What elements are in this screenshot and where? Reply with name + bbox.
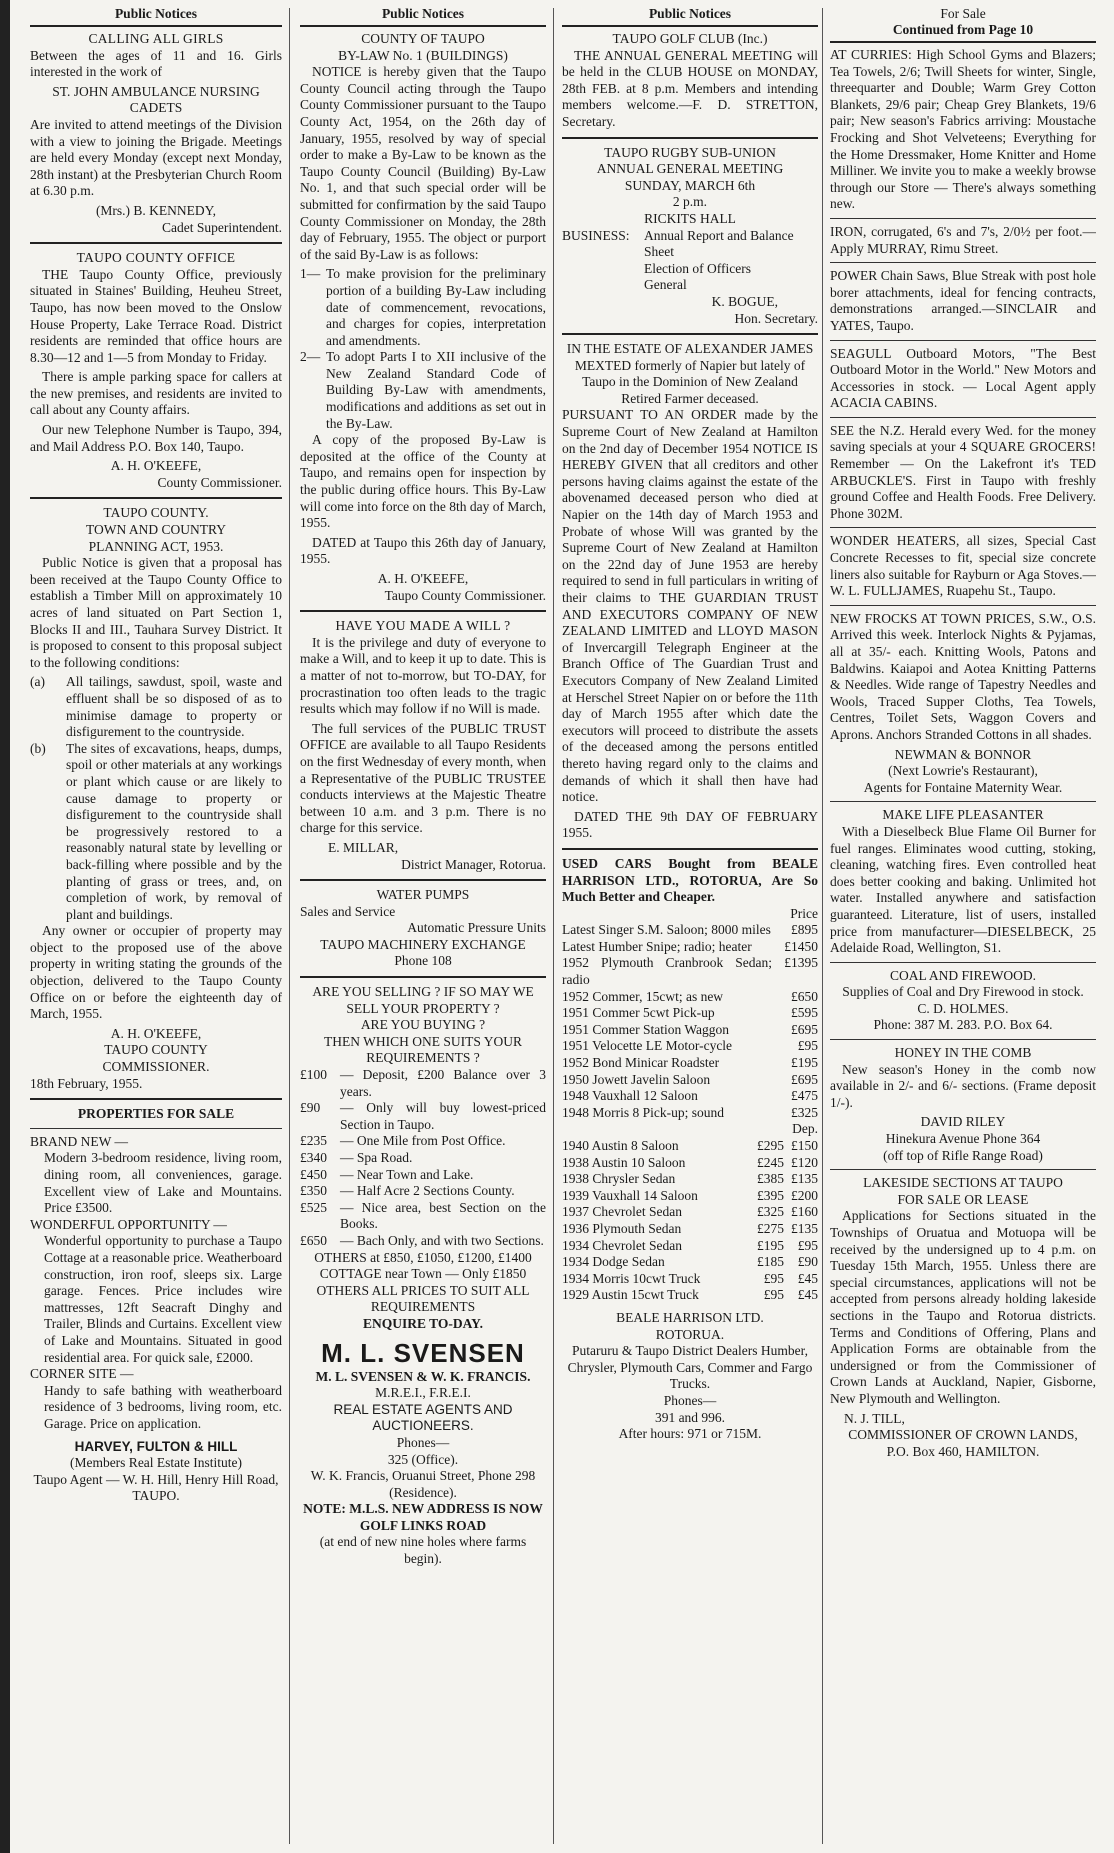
ad-title: FOR SALE OR LEASE: [897, 1191, 1029, 1207]
signature-title: County Commissioner.: [157, 474, 282, 490]
car-price: £395: [757, 1187, 784, 1203]
business-items: [644, 228, 818, 294]
divider: [830, 801, 1096, 802]
column-rule: [822, 8, 823, 1844]
car-row: [562, 955, 818, 988]
signature-title: District Manager, Rotorua.: [401, 856, 546, 872]
notice-venue: RICKITS HALL: [644, 210, 736, 226]
business-key: BUSINESS:: [562, 227, 630, 243]
divider: [30, 242, 282, 244]
notice-title: BY-LAW No. 1 (BUILDINGS): [338, 47, 508, 63]
car-price: £195: [757, 1237, 784, 1253]
car-price: £385: [757, 1171, 784, 1187]
divider: [300, 976, 546, 978]
firm-name: HARVEY, FULTON & HILL: [74, 1438, 238, 1454]
business-item: Election of Officers: [644, 260, 751, 276]
divider: [300, 610, 546, 612]
column-rule: [553, 8, 554, 1844]
car-list-deposit: [562, 1138, 818, 1304]
car-row: [562, 922, 818, 939]
car-deposit: £135: [791, 1171, 818, 1187]
signature-name: (Mrs.) B. KENNEDY,: [95, 202, 217, 218]
listing-text: Modern 3-bedroom residence, living room, dining room, all conveniences, garage. Excellent view of Lake and Mountains. Price £3500.: [44, 1150, 282, 1216]
car-price: £1395: [784, 955, 818, 971]
notice-title: COUNTY OF TAUPO: [361, 31, 485, 46]
divider: [30, 497, 282, 499]
car-list: [562, 922, 818, 1121]
car-price: £475: [791, 1088, 818, 1104]
cars-intro: USED CARS Bought from BEALE HARRISON LTD., ROTORUA, Are So Much Better and Cheaper.: [562, 855, 818, 905]
condition-text: All tailings, sawdust, spoil, waste and effluent shall be so disposed of as to minimise damage to property or disfigurement to the countryside.: [66, 674, 282, 740]
ad-svensen: [300, 984, 546, 1568]
signature-name: E. MILLAR,: [328, 839, 399, 855]
ad-text: Sales and Service: [300, 903, 396, 919]
car-name: 1938 Chrysler Sedan: [562, 1171, 676, 1187]
header-line: Continued from Page 10: [892, 22, 1034, 37]
car-price: £95: [763, 1270, 784, 1286]
divider: [30, 1098, 282, 1100]
column-2: [300, 6, 546, 1846]
firm-address: (off top of Rifle Range Road): [883, 1147, 1043, 1163]
firm-dealers: Putaruru & Taupo District Dealers Humber, Chrysler, Plymouth Cars, Commer and Fargo Trucks.: [567, 1343, 813, 1392]
car-name: 1934 Morris 10cwt Truck: [562, 1270, 701, 1286]
classified-ad: POWER Chain Saws, Blue Streak with post hole borer attachments, ideal for fencing contracts, demonstrations arranged.—SINCLAIR and YATES, Taupo.: [830, 268, 1096, 333]
notice-text: THE ANNUAL GENERAL MEETING will be held in the CLUB HOUSE on MONDAY, 28th FEB. at 8 p.m. Members and intending members welcome.—F. D. STRETTON, Secretary.: [562, 47, 818, 129]
column-1: [30, 6, 282, 1846]
divider: [30, 1128, 282, 1129]
price-list-item: [300, 1183, 546, 1200]
car-price: £650: [791, 988, 818, 1004]
notice-calling-all-girls: [30, 31, 282, 236]
firm-phones-label: Phones—: [663, 1392, 717, 1408]
car-name: 1951 Commer 5cwt Pick-up: [562, 1005, 715, 1021]
firm-name: NEWMAN & BONNOR: [894, 746, 1032, 762]
price-description: — Near Town and Lake.: [340, 1166, 474, 1182]
classified-ad: Applications for Sections situated in the Townships of Oruatua and Motuopa will be received by the undersigned up to 4 p.m. on Tuesday 15th March, 1955. Unless there are special circumstances, applications will not be accepted from persons already holding lakeside sections in the Taupo and Rotorua districts. Terms and Conditions of Offering, Plans and Application Forms are obtainable from the undersigned or from the Commissioner of Crown Lands at Auckland, Napier, Gisborne, New Plymouth and Wellington.: [830, 1208, 1096, 1406]
divider: [830, 962, 1096, 963]
column-3: [562, 6, 818, 1846]
notice-title: HAVE YOU MADE A WILL ?: [335, 618, 511, 634]
notice-text: NOTICE is hereby given that the Taupo County Council acting through the Taupo County Commissioner pursuant to the Taupo County Act, 1954, on the 26th day of January, 1955, resolved by way of special order to make a By-Law to be known as the Taupo County Council (Building) By-Law No. 1, and that such special order will be submitted for confirmation by the said Taupo County Commissioner on Monday, the 28th day of February, 1955. The object or purport of the said By-Law is as follows:: [300, 64, 546, 262]
ad-title: ARE YOU BUYING ?: [360, 1017, 486, 1033]
classified-ad: NEW FROCKS AT TOWN PRICES, S.W., O.S. Arrived this week. Interlock Nights & Pyjamas, all at 35/- each. Knitting Wools, Patons and Baldwins. Kaiapoi and Aotea Knitting Patterns & Needles. Wide range of Tapestry Needles and Wools, Traced Supper Cloths, Tea Towels, Centres, Toilet Sets, Waggon Covers and Aprons. Anchors Stranded Cottons in all shades.: [830, 610, 1096, 742]
divider: [830, 605, 1096, 606]
notice-text: There is ample parking space for callers at the new premises, and residents are invited to call about any County affairs.: [30, 369, 282, 418]
bylaw-item: [300, 349, 546, 432]
car-row: [562, 1138, 818, 1155]
car-price: £595: [791, 1005, 818, 1021]
firm-agents: REAL ESTATE AGENTS AND AUCTIONEERS.: [333, 1401, 513, 1434]
divider: [830, 417, 1096, 418]
signature-title: COMMISSIONER.: [102, 1059, 210, 1075]
notice-title: TAUPO GOLF CLUB (Inc.): [612, 31, 768, 46]
signature-title: Cadet Superintendent.: [162, 219, 282, 235]
notice-text: Our new Telephone Number is Taupo, 394, and Mail Address P.O. Box 140, Taupo.: [30, 422, 282, 454]
price-list-item: [300, 1067, 546, 1100]
price-header: Price: [790, 905, 818, 921]
firm-phone: 391 and 996.: [654, 1409, 726, 1425]
listing-text: Wonderful opportunity to purchase a Taupo Cottage at a reasonable price. Weatherboard construction, iron roof, sleeps six. Large garage. Fences. Price includes wire mattresses, 12ft Seacraft Dinghy and Trailer, Blinds and Curtains. Excellent view of Lake and Mountains. Situated in good residential area. For quick sale, £2000.: [44, 1233, 282, 1365]
firm-name: TAUPO MACHINERY EXCHANGE: [320, 936, 526, 952]
car-price: £185: [757, 1254, 784, 1270]
car-deposit: £135: [791, 1220, 818, 1236]
car-name: 1934 Chevrolet Sedan: [562, 1237, 682, 1253]
firm-name: C. D. HOLMES.: [917, 1000, 1009, 1016]
car-price: £95: [797, 1038, 818, 1054]
header-line: For Sale: [940, 6, 986, 21]
signature-name: A. H. O'KEEFE,: [110, 458, 202, 474]
ad-used-cars: [562, 856, 818, 1443]
ad-title: [562, 856, 818, 906]
car-name: 1939 Vauxhall 14 Saloon: [562, 1187, 698, 1203]
firm-after-hours: After hours: 971 or 715M.: [618, 1426, 762, 1442]
classified-ad: IRON, corrugated, 6's and 7's, 2/0½ per foot.—Apply MURRAY, Rimu Street.: [830, 223, 1096, 256]
notice-title: PLANNING ACT, 1953.: [88, 538, 224, 554]
car-name: 1951 Commer Station Waggon: [562, 1021, 730, 1037]
notice-county-office: [30, 250, 282, 491]
svensen-logo: M. L. SVENSEN: [321, 1337, 525, 1368]
classified-ad: AT CURRIES: High School Gyms and Blazers; Tea Towels, 2/6; Twill Sheets for winter, Single, threequarter and Double; Warm Grey Cotton Blankets, 29/6 pair; Cheap Grey Blankets, 19/6 pair; New season's Fabrics arriving: Moustache Frocking and Shot Velveteens; Everything for the Home Dressmaker, Home Knitter and Home Milliner. We invite you to make a weekly browse through our Store — There's always something new.: [830, 47, 1096, 212]
deposit-header: Dep.: [792, 1121, 818, 1137]
firm-name: M. L. SVENSEN & W. K. FRANCIS.: [315, 1368, 531, 1384]
price-value: £650: [300, 1232, 327, 1248]
firm-address: Hinekura Avenue Phone 364: [885, 1131, 1041, 1147]
car-row: [562, 1005, 818, 1022]
listing-heading: BRAND NEW —: [30, 1133, 129, 1149]
column-header: Public Notices: [300, 6, 546, 27]
car-price: £295: [757, 1138, 784, 1153]
car-deposit: £45: [797, 1270, 818, 1286]
condition-a: [30, 674, 282, 740]
item-key: 1—: [300, 266, 321, 282]
price-list-item: [300, 1150, 546, 1167]
car-name: 1936 Plymouth Sedan: [562, 1220, 682, 1236]
price-value: £100: [300, 1067, 327, 1083]
column-header: Public Notices: [562, 6, 818, 27]
divider: [830, 1039, 1096, 1040]
car-row: [562, 1072, 818, 1089]
firm-phone: 325 (Office).: [387, 1451, 459, 1467]
car-deposit: £200: [791, 1187, 818, 1203]
column-4: [830, 6, 1096, 1846]
listing-heading: WONDERFUL OPPORTUNITY —: [30, 1216, 227, 1232]
price-description: — Spa Road.: [340, 1150, 413, 1165]
column-header: [830, 6, 1096, 43]
condition-key: (b): [30, 740, 46, 756]
car-price: £1450: [784, 938, 818, 954]
car-row: [562, 1271, 818, 1288]
business-list: [562, 228, 818, 294]
car-price: £245: [757, 1154, 784, 1170]
signature-name: K. BOGUE,: [711, 293, 778, 309]
divider: [562, 848, 818, 850]
car-deposit: £160: [791, 1204, 818, 1220]
condition-b: [30, 741, 282, 924]
car-row: [562, 1088, 818, 1105]
car-name: 1952 Commer, 15cwt; as new: [562, 988, 724, 1004]
firm-phone: Phone 108: [394, 953, 452, 969]
item-text: To adopt Parts I to XII inclusive of the New Zealand Standard Code of Building By-Law with amendments, modifications and additions as set out in the By-Law.: [326, 349, 546, 431]
firm-phones-label: Phones—: [396, 1434, 450, 1450]
car-name: 1938 Austin 10 Saloon: [562, 1154, 686, 1170]
ad-title: LAKESIDE SECTIONS AT TAUPO: [863, 1175, 1063, 1191]
bylaw-item: [300, 266, 546, 349]
ad-title: ARE YOU SELLING ? IF SO MAY WE SELL YOUR PROPERTY ?: [312, 984, 534, 1016]
firm-agent: Taupo Agent — W. H. Hill, Henry Hill Road, TAUPO.: [33, 1471, 279, 1504]
car-row: [562, 939, 818, 956]
car-name: Latest Humber Snipe; radio; heater: [562, 938, 752, 954]
ad-call: ENQUIRE TO-DAY.: [362, 1315, 484, 1331]
car-name: 1948 Morris 8 Pick-up; sound: [562, 1104, 724, 1120]
divider: [830, 218, 1096, 219]
car-price: £95: [763, 1287, 784, 1303]
org-name: ST. JOHN AMBULANCE NURSING CADETS: [52, 83, 260, 116]
classified-ad: WONDER HEATERS, all sizes, Special Cast Concrete Recesses to fit, special size concrete liners also suitable for Rayburn or Aga Stoves.—W. L. FULLJAMES, Ruapehu St., Taupo.: [830, 533, 1096, 599]
notice-date: DATED THE 9th DAY OF FEBRUARY 1955.: [562, 808, 818, 841]
classified-ad: With a Dieselbeck Blue Flame Oil Burner for fuel ranges. Eliminates wood cutting, stoking, cleaning, watching fires. Even controlled heat does better cooking and baking. Unlimited hot water. Installed anywhere and satisfaction guaranteed. Literature, list of users, installed price from manufacturer—DIESELBECK, 25 Adelaide Road, Wellington, S1.: [830, 823, 1096, 956]
car-row: [562, 1287, 818, 1304]
notice-title: CALLING ALL GIRLS: [88, 31, 224, 46]
firm-name: DAVID RILEY: [920, 1114, 1006, 1130]
signature-title: TAUPO COUNTY: [104, 1042, 208, 1058]
car-name: 1952 Bond Minicar Roadster: [562, 1055, 720, 1071]
firm-institute: (Members Real Estate Institute): [69, 1455, 243, 1471]
price-list-item: [300, 1133, 546, 1150]
notice-text: The full services of the PUBLIC TRUST OFFICE are available to all Taupo Residents on the first Wednesday of every month, when a Representative of the PUBLIC TRUSTEE conducts interviews at the Majestic Theatre between 10 a.m. and 3 p.m. There is no charge for this service.: [300, 720, 546, 836]
item-text: To make provision for the preliminary portion of a building By-Law including date of commencement, revocations, and charges for copies, interpretation and amendments.: [326, 266, 546, 348]
signature-title: COMMISSIONER OF CROWN LANDS,: [848, 1427, 1078, 1443]
car-price: £325: [791, 1104, 818, 1120]
car-name: Latest Singer S.M. Saloon; 8000 miles: [562, 922, 771, 938]
firm-address: (Next Lowrie's Restaurant),: [888, 763, 1038, 779]
newspaper-page: [10, 0, 1110, 1853]
notice-bylaw: [300, 31, 546, 604]
classified-ad: New season's Honey in the comb now available in 2/- and 6/- sections. (Frame deposit 1/-).: [830, 1061, 1096, 1110]
car-name: 1929 Austin 15cwt Truck: [562, 1287, 699, 1303]
firm-phone: Phone: 387 M. 283. P.O. Box 64.: [873, 1017, 1053, 1033]
car-price: £275: [757, 1220, 784, 1236]
signature-name: N. J. TILL,: [844, 1410, 905, 1426]
notice-text: DATED at Taupo this 26th day of January, 1955.: [300, 534, 546, 567]
car-row: [562, 1105, 818, 1122]
ad-text: Automatic Pressure Units: [407, 920, 546, 936]
car-name: 1952 Plymouth Cranbrook Sedan; radio: [562, 955, 772, 988]
notice-date: 18th February, 1955.: [30, 1075, 143, 1091]
notice-estate: [562, 341, 818, 842]
notice-title: TAUPO RUGBY SUB-UNION: [604, 144, 776, 160]
car-price: £695: [791, 1071, 818, 1087]
column-rule: [289, 8, 290, 1844]
notice-title: TOWN AND COUNTRY: [85, 522, 226, 538]
price-value: £90: [300, 1100, 321, 1116]
divider: [300, 879, 546, 881]
divider: [562, 137, 818, 139]
notice-text: It is the privilege and duty of everyone to make a Will, and to keep it up to date. This is a matter of not to-morrow, but TO-DAY, for procrastination too often leads to the tragic results which may follow if no Will is made.: [300, 634, 546, 717]
car-row: [562, 1254, 818, 1271]
car-deposit: £120: [791, 1154, 818, 1170]
notice-time: 2 p.m.: [672, 194, 708, 210]
signature-title: Taupo County Commissioner.: [384, 587, 546, 603]
notice-title: IN THE ESTATE OF ALEXANDER JAMES MEXTED formerly of Napier but lately of Taupo in the Dominion of New Zealand Retired Farmer deceased.: [566, 341, 814, 406]
firm-agents: Agents for Fontaine Maternity Wear.: [863, 779, 1063, 795]
car-row: [562, 1022, 818, 1039]
price-description: — Only will buy lowest-priced Section in Taupo.: [340, 1100, 546, 1132]
divider: [830, 1169, 1096, 1170]
price-list-item: [300, 1200, 546, 1233]
car-row: [562, 1055, 818, 1072]
car-deposit: £95: [797, 1237, 818, 1253]
notice-text: Public Notice is given that a proposal has been received at the Taupo County Office to establish a Timber Mill on approximately 10 acres of land situated on Part Section 1, Blocks II and III., Tauhara Survey District. It is proposed to consent to this proposal subject to the following conditions:: [30, 555, 282, 670]
notice-text: A copy of the proposed By-Law is deposited at the office of the County at Taupo, and remains open for inspection by the public during office hours. This By-Law will come into force on the 8th day of March, 1955.: [300, 432, 546, 531]
signature-name: A. H. O'KEEFE,: [110, 1025, 202, 1041]
ad-title: WATER PUMPS: [376, 887, 470, 903]
notice-text: Are invited to attend meetings of the Division with a view to joining the Brigade. Meetings are held every Monday (except next Monday, 28th instant) at the Presbyterian Church Room at 6.30 p.m.: [30, 116, 282, 199]
divider: [830, 262, 1096, 263]
car-row: [562, 1204, 818, 1221]
car-price: £325: [757, 1204, 784, 1220]
price-list-item: [300, 1100, 546, 1133]
ad-water-pumps: [300, 887, 546, 970]
ad-title: THEN WHICH ONE SUITS YOUR REQUIREMENTS ?: [324, 1033, 522, 1066]
car-price: £695: [791, 1021, 818, 1037]
divider: [830, 527, 1096, 528]
price-value: £235: [300, 1133, 327, 1149]
address-note: NOTE: M.L.S. NEW ADDRESS IS NOW GOLF LINKS ROAD: [303, 1501, 543, 1533]
notice-date: SUNDAY, MARCH 6th: [624, 177, 756, 193]
car-name: 1937 Chevrolet Sedan: [562, 1204, 682, 1220]
classified-ad: SEAGULL Outboard Motors, "The Best Outboard Motor in the World." New Motors and Accessories in stock. — Local Agent apply ACACIA CABINS.: [830, 345, 1096, 411]
car-name: 1948 Vauxhall 12 Saloon: [562, 1088, 698, 1104]
car-row: [562, 989, 818, 1006]
firm-city: ROTORUA.: [655, 1326, 725, 1342]
item-key: 2—: [300, 349, 321, 365]
signature-address: P.O. Box 460, HAMILTON.: [886, 1443, 1040, 1459]
price-description: — Deposit, £200 Balance over 3 years.: [340, 1067, 546, 1099]
column-header: Public Notices: [30, 6, 282, 27]
firm-name: BEALE HARRISON LTD.: [616, 1309, 764, 1325]
car-row: [562, 1238, 818, 1255]
notice-text: PURSUANT TO AN ORDER made by the Supreme Court of New Zealand at Hamilton on the 2nd day of December 1954 NOTICE IS HEREBY GIVEN that all creditors and other persons having claims against the estate of the abovenamed deceased person who died at Napier on the 14th day of March 1953 and Probate of whose Will was granted by the Supreme Court of New Zealand at Hamilton on the 22nd day of June 1953 are hereby required to send in full particulars in writing of their claims to THE GUARDIAN TRUST AND EXECUTORS COMPANY OF NEW ZEALAND LIMITED and LLOYD MASON of Invercargill Telegraph Engineer at the Branch Office of The Guardian Trust and Executors Company of New Zealand Limited at Herschel Street Napier on or before the 11th day of March 1955 after which date the executors will proceed to distribute the assets of the deceased among the persons entitled thereto having regard only to the claims and demands of which it shall then have had notice.: [562, 407, 818, 805]
ad-title: MAKE LIFE PLEASANTER: [882, 807, 1044, 823]
price-description: — Half Acre 2 Sections County.: [340, 1183, 515, 1199]
condition-text: The sites of excavations, heaps, dumps, spoil or other materials at any workings or plant which cause or are likely to cause damage to property or disfigurement to the countryside shall be progressively restored to a reasonably natural state by levelling or back-filling where possible and by the planting of grass or trees, and, on completion of work, by removal of plant and buildings.: [66, 740, 282, 922]
car-name: 1940 Austin 8 Saloon: [562, 1138, 679, 1153]
price-value: £450: [300, 1166, 327, 1182]
ad-properties: [30, 1106, 282, 1505]
signature-name: A. H. O'KEEFE,: [377, 571, 469, 586]
price-list-item: [300, 1233, 546, 1250]
price-description: — Bach Only, and with two Sections.: [340, 1232, 544, 1248]
price-list: [300, 1067, 546, 1250]
car-name: 1951 Velocette LE Motor-cycle: [562, 1038, 733, 1054]
notice-rugby: [562, 145, 818, 328]
listing-heading: CORNER SITE —: [30, 1366, 134, 1382]
listing-text: Handy to safe bathing with weatherboard residence of 3 bedrooms, living room, etc. Garage. Price on application.: [44, 1382, 282, 1431]
price-list-item: [300, 1167, 546, 1184]
classified-ad: Supplies of Coal and Dry Firewood in stock.: [842, 984, 1084, 1000]
business-item: Annual Report and Balance Sheet: [644, 227, 794, 260]
condition-key: (a): [30, 674, 45, 690]
car-deposit: £45: [797, 1287, 818, 1303]
notice-text: THE Taupo County Office, previously situated in Staines' Building, Heuheu Street, Taupo, has now been moved to the Onslow House Property, Lake Terrace Road. District residents are reminded that office hours are 8.30—12 and 1—5 from Monday to Friday.: [30, 266, 282, 365]
notice-planning-act: [30, 505, 282, 1092]
firm-quals: M.R.E.I., F.R.E.I.: [375, 1385, 471, 1401]
car-deposit: £90: [797, 1254, 818, 1270]
car-row: [562, 1221, 818, 1238]
ad-text: OTHERS at £850, £1050, £1200, £1400: [314, 1249, 532, 1265]
notice-text: Between the ages of 11 and 16. Girls interested in the work of: [30, 47, 282, 80]
notice-will: [300, 618, 546, 873]
car-row: [562, 1171, 818, 1188]
notice-title: TAUPO COUNTY OFFICE: [76, 250, 236, 266]
address-note: (at end of new nine holes where farms begin).: [319, 1534, 527, 1567]
car-row: [562, 1155, 818, 1172]
car-row: [562, 1038, 818, 1055]
page-spine: [0, 0, 10, 1853]
ad-title: COAL AND FIREWOOD.: [889, 967, 1037, 983]
firm-address: W. K. Francis, Oruanui Street, Phone 298 (Residence).: [310, 1468, 536, 1500]
car-deposit: £150: [791, 1138, 818, 1153]
notice-text: Any owner or occupier of property may object to the proposed use of the above property in writing stating the grounds of the objection, delivered to the Taupo County Office on or before the eighteenth day of March, 1955.: [30, 923, 282, 1022]
car-name: 1934 Dodge Sedan: [562, 1254, 665, 1270]
notice-title: ANNUAL GENERAL MEETING: [596, 161, 784, 177]
ad-title: PROPERTIES FOR SALE: [77, 1106, 235, 1122]
ad-text: COTTAGE near Town — Only £1850: [319, 1266, 527, 1282]
ad-title: HONEY IN THE COMB: [894, 1045, 1032, 1061]
car-price: £195: [791, 1055, 818, 1071]
divider: [562, 333, 818, 335]
divider: [830, 340, 1096, 341]
price-value: £340: [300, 1150, 327, 1165]
business-item: General: [644, 277, 687, 293]
price-description: — One Mile from Post Office.: [340, 1133, 506, 1149]
signature-title: Hon. Secretary.: [734, 310, 818, 326]
ad-text: OTHERS ALL PRICES TO SUIT ALL REQUIREMENTS: [316, 1282, 530, 1315]
classified-ad: SEE the N.Z. Herald every Wed. for the money saving specials at your 4 SQUARE GROCERS! Remember — On the Lakefront it's TED ARBUCKLE'S. First in Taupo with freshly ground Coffee and Health Foods. Free Delivery. Phone 302M.: [830, 422, 1096, 521]
price-value: £525: [300, 1199, 327, 1215]
notice-golf: [562, 31, 818, 131]
car-price: £895: [791, 922, 818, 938]
price-description: — Nice area, best Section on the Books.: [340, 1199, 546, 1232]
car-name: 1950 Jowett Javelin Saloon: [562, 1071, 711, 1087]
price-value: £350: [300, 1183, 327, 1199]
car-row: [562, 1188, 818, 1205]
notice-title: TAUPO COUNTY.: [103, 505, 209, 521]
